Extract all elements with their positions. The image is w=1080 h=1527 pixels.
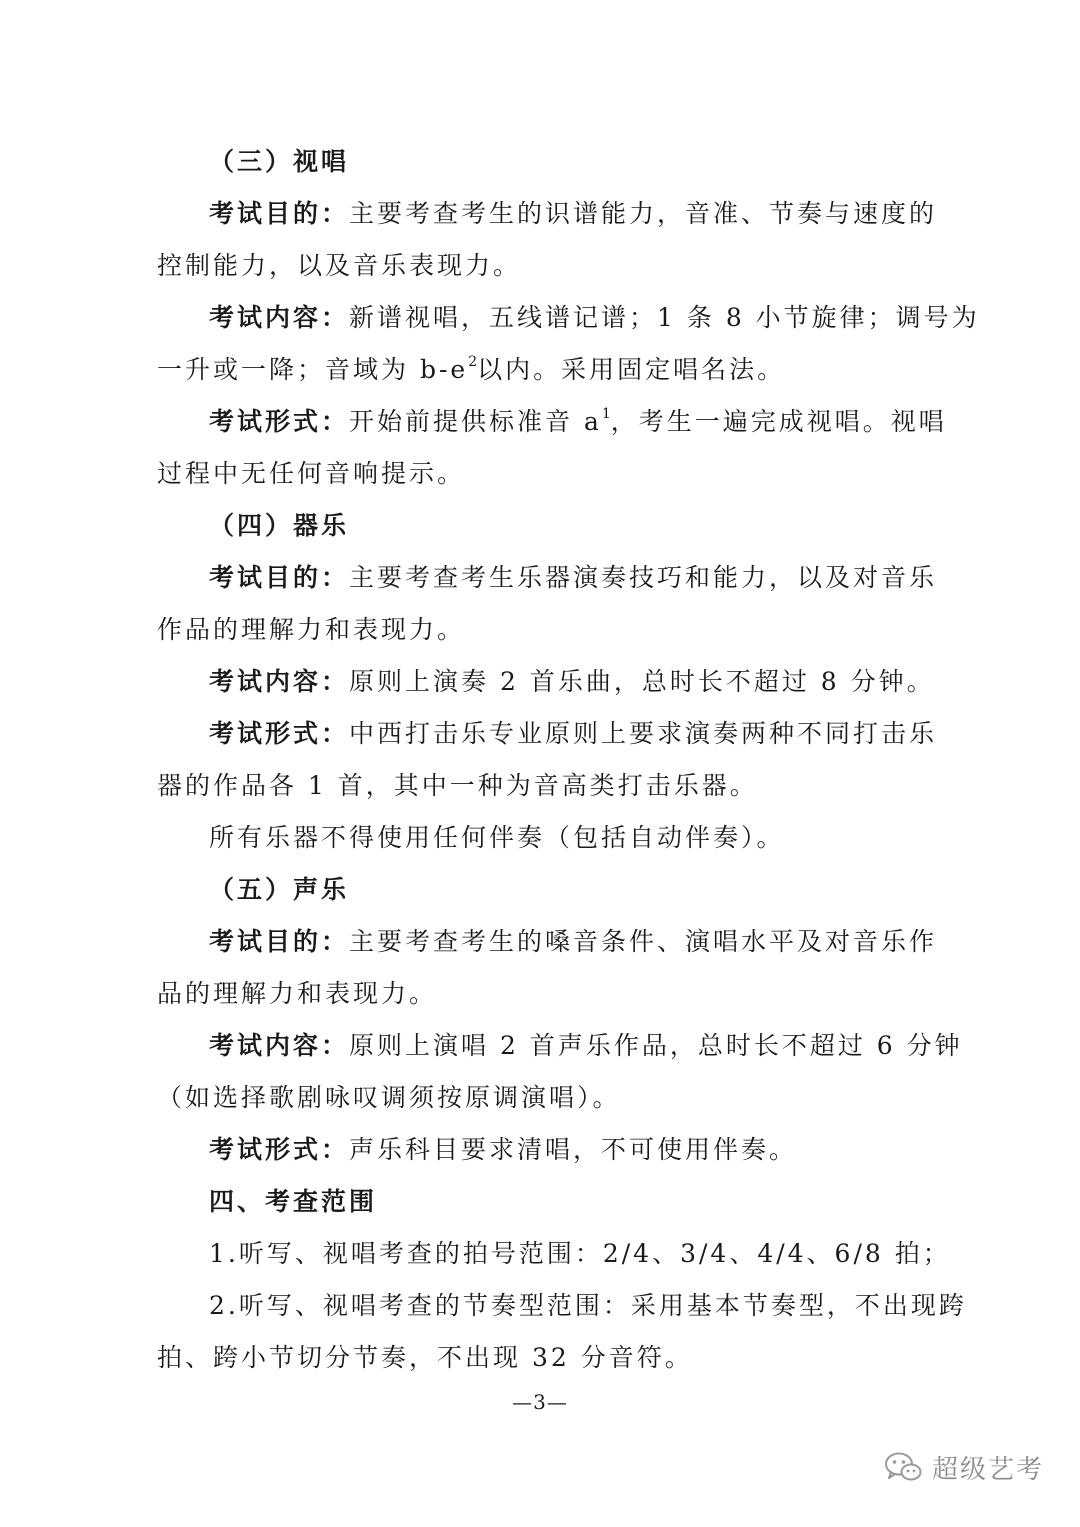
text: 原则上演唱 2 首声乐作品，总时长不超过 6 分钟	[349, 1031, 963, 1060]
text: 开始前提供标准音 a	[349, 407, 602, 436]
paragraph-line: 过程中无任何音响提示。	[157, 459, 466, 488]
paragraph-line	[157, 396, 947, 448]
watermark-text: 超级艺考	[931, 1454, 1044, 1485]
paragraph-line: 器的作品各 1 首，其中一种为音高类打击乐器。	[157, 771, 758, 800]
paragraph-line	[157, 552, 938, 604]
superscript: 2	[468, 354, 478, 370]
wechat-icon	[884, 1451, 922, 1483]
paragraph-line: （如选择歌剧咏叹调须按原调演唱）。	[157, 1083, 621, 1112]
label-form: 考试形式：	[209, 719, 350, 748]
paragraph-line	[157, 1020, 963, 1072]
label-content: 考试内容：	[209, 303, 350, 332]
label-content: 考试内容：	[209, 667, 350, 696]
section-heading-vocal: （五）声乐	[209, 875, 350, 904]
text: 主要考查考生的识谱能力，音准、节奏与速度的	[349, 199, 938, 228]
paragraph-line	[157, 656, 935, 708]
text: 以内。采用固定唱名法。	[477, 355, 786, 384]
text: 主要考查考生乐器演奏技巧和能力，以及对音乐	[349, 563, 938, 592]
label-content: 考试内容：	[209, 1031, 350, 1060]
section-heading-instrumental: （四）器乐	[209, 511, 350, 540]
page-number: —3—	[512, 1390, 568, 1414]
paragraph-line	[157, 916, 938, 968]
text: 原则上演奏 2 首乐曲，总时长不超过 8 分钟。	[349, 667, 935, 696]
watermark	[884, 1447, 1044, 1487]
text: ，考生一遍完成视唱。视唱	[610, 407, 947, 436]
section-heading-sight-singing: （三）视唱	[209, 147, 350, 176]
text: 新谱视唱，五线谱记谱；1 条 8 小节旋律；调号为	[349, 303, 980, 332]
document-body	[157, 136, 980, 1384]
superscript: 1	[601, 406, 611, 422]
list-item-continuation: 拍、跨小节切分节奏，不出现 32 分音符。	[157, 1343, 693, 1372]
paragraph-line: 所有乐器不得使用任何伴奏（包括自动伴奏）。	[209, 823, 785, 852]
paragraph-line	[157, 188, 938, 240]
label-form: 考试形式：	[209, 407, 350, 436]
paragraph-line: 品的理解力和表现力。	[157, 979, 438, 1008]
section-heading-scope: 四、考查范围	[209, 1187, 378, 1216]
text: 主要考查考生的嗓音条件、演唱水平及对音乐作	[349, 927, 938, 956]
text: 一升或一降；音域为 b-e	[157, 355, 469, 384]
list-item: 1.听写、视唱考查的拍号范围：2/4、3/4、4/4、6/8 拍；	[209, 1239, 951, 1268]
label-purpose: 考试目的：	[209, 563, 350, 592]
list-item: 2.听写、视唱考查的节奏型范围：采用基本节奏型，不出现跨	[209, 1291, 967, 1320]
text: 中西打击乐专业原则上要求演奏两种不同打击乐	[349, 719, 938, 748]
paragraph-line	[157, 1124, 925, 1176]
text: 声乐科目要求清唱，不可使用伴奏。	[349, 1135, 798, 1164]
label-purpose: 考试目的：	[209, 199, 350, 228]
paragraph-line	[157, 708, 938, 760]
label-purpose: 考试目的：	[209, 927, 350, 956]
paragraph-line	[157, 344, 925, 396]
paragraph-line: 作品的理解力和表现力。	[157, 615, 466, 644]
paragraph-line: 控制能力，以及音乐表现力。	[157, 251, 522, 280]
label-form: 考试形式：	[209, 1135, 350, 1164]
paragraph-line	[157, 292, 980, 344]
